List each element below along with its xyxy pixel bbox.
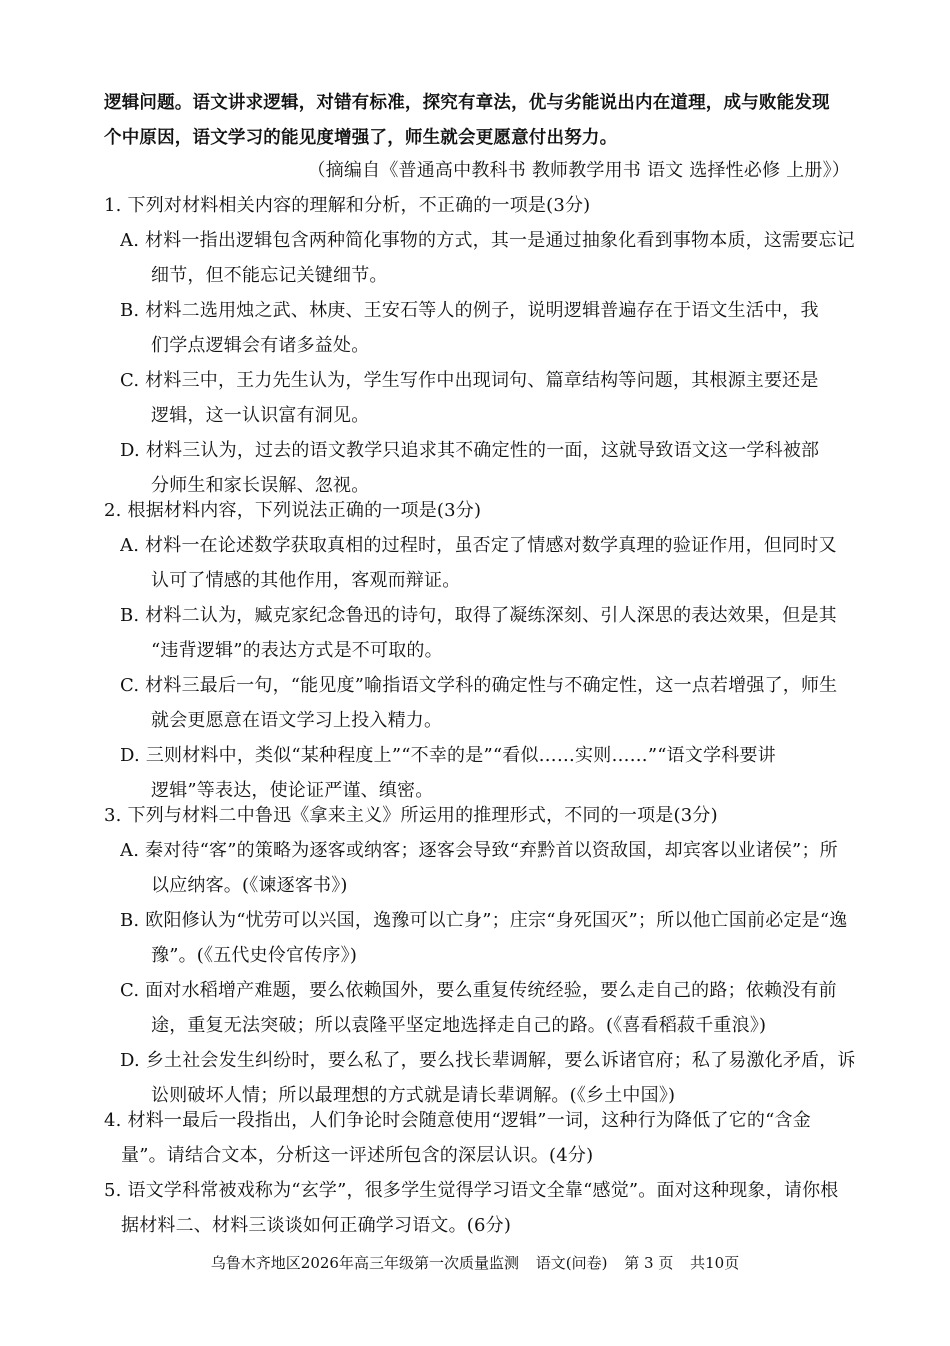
option-text: 逻辑”等表达，使论证严谨、缜密。 xyxy=(151,780,434,801)
question-2-option-c xyxy=(120,668,856,738)
option-text: 就会更愿意在语文学习上投入精力。 xyxy=(151,710,443,731)
option-text: A. 秦对待“客”的策略为逐客或纳客；逐客会导致“弃黔首以资敌国，却宾客以业诸侯”；所 xyxy=(120,840,838,861)
option-text: 以应纳客。(《谏逐客书》) xyxy=(151,875,348,896)
footer-subject: 语文(问卷) xyxy=(535,1254,608,1272)
intro-line-2: 个中原因，语文学习的能见度增强了，师生就会更愿意付出努力。 xyxy=(104,128,618,148)
footer-page-number: 第 3 页 xyxy=(624,1254,674,1272)
page-footer xyxy=(0,1249,950,1277)
option-text: 豫”。(《五代史伶官传序》) xyxy=(151,945,358,966)
option-text: D. 三则材料中，类似“某种程度上”“不幸的是”“看似……实则……”“语文学科要讲 xyxy=(120,745,776,766)
footer-total-pages: 共10页 xyxy=(690,1254,740,1272)
question-4-line-2: 量”。请结合文本，分析这一评述所包含的深层认识。(4分) xyxy=(121,1145,594,1166)
question-5-line-2: 据材料二、材料三谈谈如何正确学习语文。(6分) xyxy=(121,1215,512,1236)
option-text: C. 材料三中，王力先生认为，学生写作中出现词句、篇章结构等问题，其根源主要还是 xyxy=(120,370,819,391)
question-1-option-a xyxy=(120,223,856,293)
question-5-line-1: 5. 语文学科常被戏称为“玄学”，很多学生觉得学习语文全靠“感觉”。面对这种现象，请你根 xyxy=(104,1180,839,1201)
question-1-option-c xyxy=(120,363,856,433)
question-3 xyxy=(104,798,856,1113)
question-2-option-b xyxy=(120,598,856,668)
question-2-option-a xyxy=(120,528,856,598)
option-text: B. 欧阳修认为“忧劳可以兴国，逸豫可以亡身”；庄宗“身死国灭”；所以他亡国前必定是“逸 xyxy=(120,910,848,931)
question-2-stem: 2. 根据材料内容，下列说法正确的一项是(3分) xyxy=(104,500,482,521)
option-text: B. 材料二认为，臧克家纪念鲁迅的诗句，取得了凝练深刻、引人深思的表达效果，但是其 xyxy=(120,605,837,626)
intro-line-1: 逻辑问题。语文讲求逻辑，对错有标准，探究有章法，优与劣能说出内在道理，成与败能发现 xyxy=(104,93,830,113)
question-2 xyxy=(104,493,856,808)
option-text: 逻辑，这一认识富有洞见。 xyxy=(151,405,370,426)
option-text: “违背逻辑”的表达方式是不可取的。 xyxy=(151,640,443,661)
option-text: A. 材料一指出逻辑包含两种简化事物的方式，其一是通过抽象化看到事物本质，这需要忘记 xyxy=(120,230,855,251)
option-text: 认可了情感的其他作用，客观而辩证。 xyxy=(151,570,461,591)
question-4-line-1: 4. 材料一最后一段指出，人们争论时会随意使用“逻辑”一词，这种行为降低了它的“含金 xyxy=(104,1110,811,1131)
option-text: A. 材料一在论述数学获取真相的过程时，虽否定了情感对数学真理的验证作用，但同时又 xyxy=(120,535,837,556)
option-text: 细节，但不能忘记关键细节。 xyxy=(151,265,388,286)
option-text: C. 面对水稻增产难题，要么依赖国外，要么重复传统经验，要么走自己的路；依赖没有前 xyxy=(120,980,837,1001)
question-5 xyxy=(104,1173,856,1243)
question-1 xyxy=(104,188,856,503)
option-text: 们学点逻辑会有诸多益处。 xyxy=(151,335,370,356)
source-citation: （摘编自《普通高中教科书 教师教学用书 语文 选择性必修 上册》） xyxy=(307,160,850,181)
question-3-stem: 3. 下列与材料二中鲁迅《拿来主义》所运用的推理形式，不同的一项是(3分) xyxy=(104,805,718,826)
question-3-option-a xyxy=(120,833,856,903)
option-text: 分师生和家长误解、忽视。 xyxy=(151,475,370,496)
footer-exam-title: 乌鲁木齐地区2026年高三年级第一次质量监测 xyxy=(210,1254,519,1272)
option-text: 途，重复无法突破；所以袁隆平坚定地选择走自己的路。(《喜看稻菽千重浪》) xyxy=(151,1015,767,1036)
question-3-option-b xyxy=(120,903,856,973)
option-text: D. 乡土社会发生纠纷时，要么私了，要么找长辈调解，要么诉诸官府；私了易激化矛盾，诉 xyxy=(120,1050,856,1071)
question-1-option-b xyxy=(120,293,856,363)
question-1-stem: 1. 下列对材料相关内容的理解和分析，不正确的一项是(3分) xyxy=(104,195,591,216)
question-4 xyxy=(104,1103,856,1173)
option-text: 讼则破坏人情；所以最理想的方式就是请长辈调解。(《乡土中国》) xyxy=(151,1085,676,1106)
option-text: C. 材料三最后一句，“能见度”喻指语文学科的确定性与不确定性，这一点若增强了，师生 xyxy=(120,675,838,696)
intro-passage xyxy=(104,86,849,156)
option-text: D. 材料三认为，过去的语文教学只追求其不确定性的一面，这就导致语文这一学科被部 xyxy=(120,440,820,461)
option-text: B. 材料二选用烛之武、林庚、王安石等人的例子，说明逻辑普遍存在于语文生活中，我 xyxy=(120,300,819,321)
question-3-option-c xyxy=(120,973,856,1043)
